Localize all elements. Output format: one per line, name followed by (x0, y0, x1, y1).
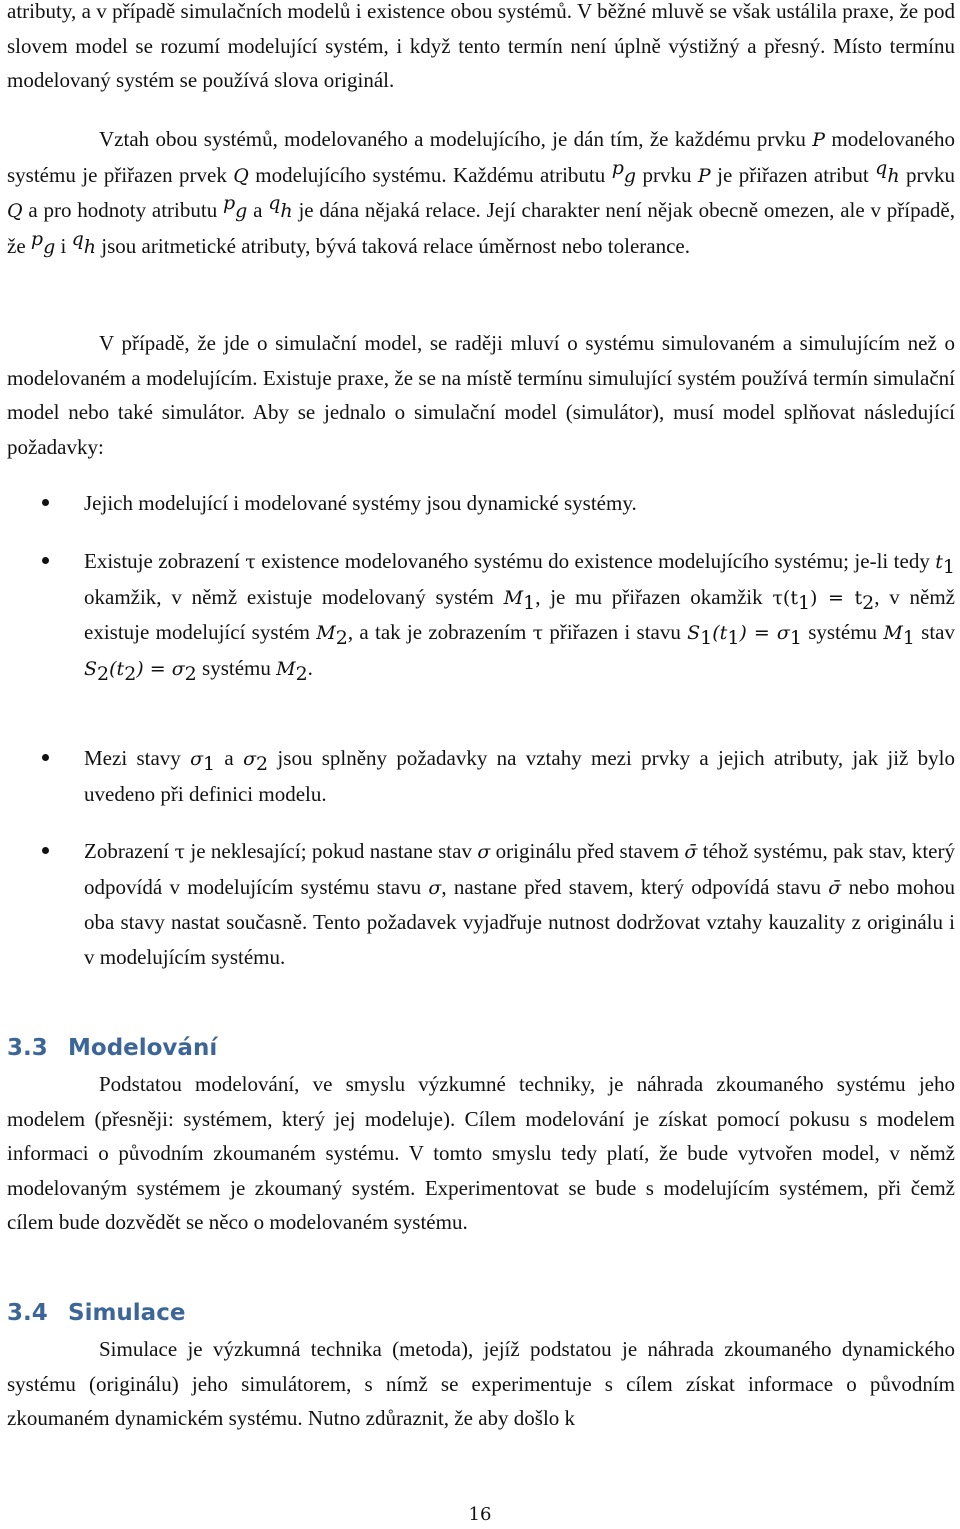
list-item-text: Existuje zobrazení τ existence modelovaného systému do existence modelujícího systému; je-li tedy $t_1$ okamžik, v němž existuje modelovaný systém $M_1$, je mu přiřazen okamžik $\tau(t_1) = t_2$, v němž existuje modelující systém $M_2$, a tak je zobrazením τ přiřazen i stavu $S_1(t_1) = \sigma_1$ systému $M_1$ stav $S_2(t_2) = \sigma_2$ systému $M_2$. (84, 549, 956, 685)
section-number: 3.3 (7, 1035, 48, 1061)
bullet-icon (42, 557, 49, 564)
paragraph-modelovani: Podstatou modelování, ve smyslu výzkumné techniky, je náhrada zkoumaného systému jeho modelem (přesněji: systémem, který jej modeluje). Cílem modelování je získat pomocí pokusu s modelem informaci o původním zkoumaném systému. V tomto smyslu tedy platí, že bude vytvořen model, v němž modelovaným systémem je zkoumaný systém. Experimentovat se bude s modelujícím systémem, při čemž cílem bude dozvědět se něco o modelovaném systému. (7, 1072, 955, 1234)
list-item-text: Zobrazení τ je neklesající; pokud nastane stav σ originálu před stavem σ̄ téhož systému, pak stav, který odpovídá v modelujícím systému stavu σ, nastane před stavem, který odpovídá stavu σ̄ nebo mohou oba stavy nastat současně. Tento požadavek vyjadřuje nutnost dodržovat vztahy kauzality z originálu i v modelujícím systému. (84, 839, 956, 969)
section-heading-simulace (7, 1298, 185, 1328)
bullet-icon (42, 847, 49, 854)
paragraph-simulation-model: V případě, že jde o simulační model, se raději mluví o systému simulovaném a simulujícím než o modelovaném a modelujícím. Existuje praxe, že se na místě termínu simulující systém používá termín simulační model nebo také simulátor. Aby se jednalo o simulační model (simulátor), musí model splňovat následující požadavky: (7, 331, 955, 459)
page-number: 16 (468, 1504, 492, 1525)
section-title: Modelování (68, 1035, 218, 1061)
paragraph-simulace: Simulace je výzkumná technika (metoda), jejíž podstatou je náhrada zkoumaného dynamického systému (originálu) jeho simulátorem, s nímž se experimentuje s cílem získat informace o původním zkoumaném dynamickém systému. Nutno zdůraznit, že aby došlo k (7, 1337, 955, 1430)
list-item-text: Jejich modelující i modelované systémy jsou dynamické systémy. (84, 491, 637, 515)
paragraph-intro: atributy, a v případě simulačních modelů i existence obou systémů. V běžné mluvě se však ustálila praxe, že pod slovem model se rozumí modelující systém, i když tento termín není úplně výstižný a přesný. Místo termínu modelovaný systém se používá slova originál. (7, 0, 955, 92)
list-item-text: Mezi stavy $\sigma_1$ a $\sigma_2$ jsou splněny požadavky na vztahy mezi prvky a jejich atributy, jak již bylo uvedeno při definici modelu. (84, 746, 955, 806)
paragraph-relation: Vztah obou systémů, modelovaného a modelujícího, je dán tím, že každému prvku P modelovaného systému je přiřazen prvek Q modelujícího systému. Každému atributu $^p$g prvku P je přiřazen atribut $^q$h prvku Q a pro hodnoty atributu $^p$g a $^q$h je dána nějaká relace. Její charakter není nějak obecně omezen, ale v případě, že $^p$g i $^q$h jsou aritmetické atributy, bývá taková relace úměrnost nebo tolerance. (7, 127, 955, 258)
bullet-icon (42, 499, 49, 506)
section-number: 3.4 (7, 1300, 48, 1326)
bullet-icon (42, 754, 49, 761)
section-title: Simulace (68, 1300, 186, 1326)
section-heading-modelovani (7, 1033, 217, 1063)
